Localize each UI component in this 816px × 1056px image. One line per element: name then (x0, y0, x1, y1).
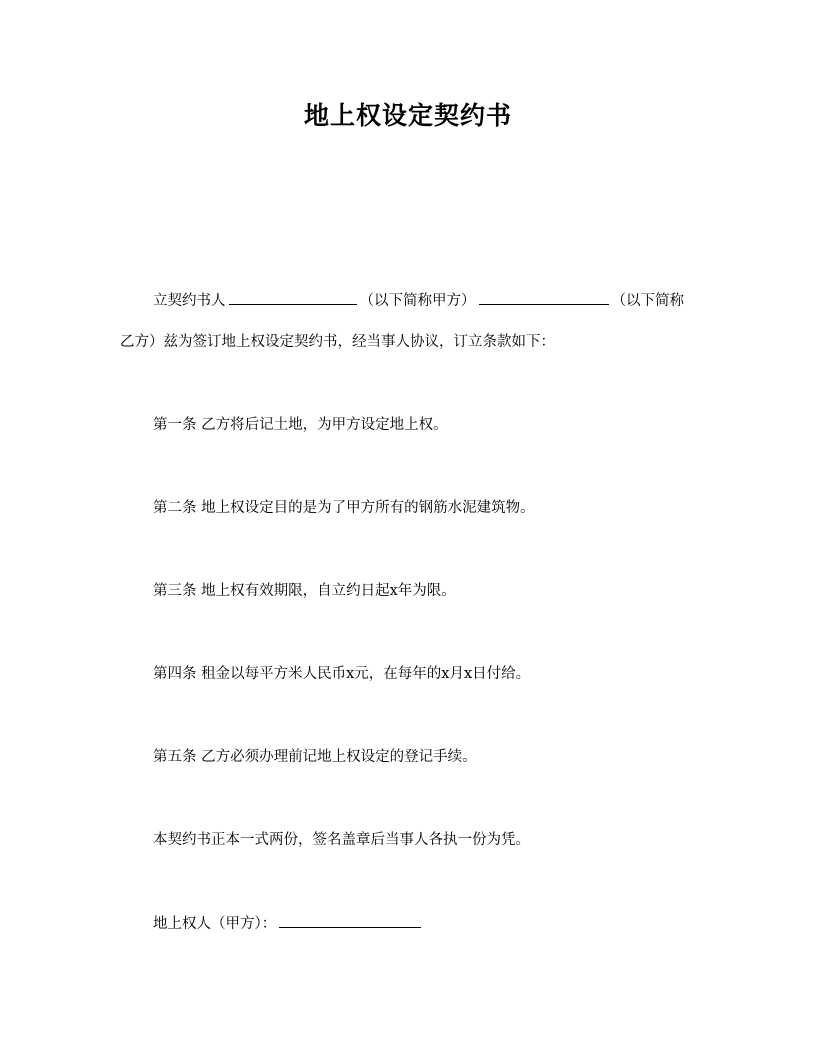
article-3: 第三条 地上权有效期限，自立约日起x年为限。 (153, 583, 456, 599)
party-a-note: （以下简称甲方） (359, 293, 476, 309)
article-4: 第四条 租金以每平方米人民币x元，在每年的x月x日付给。 (153, 666, 531, 682)
document-title: 地上权设定契约书 (303, 101, 512, 130)
article-5: 第五条 乙方必须办理前记地上权设定的登记手续。 (153, 749, 477, 765)
signature-line (153, 913, 424, 934)
closing-clause: 本契约书正本一式两份，签名盖章后当事人各执一份为凭。 (153, 832, 530, 848)
signature-blank (279, 913, 421, 928)
intro-line-1 (153, 290, 684, 311)
article-1: 第一条 乙方将后记土地，为甲方设定地上权。 (153, 417, 448, 433)
party-b-blank (479, 290, 609, 305)
article-2: 第二条 地上权设定目的是为了甲方所有的钢筋水泥建筑物。 (153, 500, 535, 516)
intro-line-2: 乙方）兹为签订地上权设定契约书，经当事人协议，订立条款如下： (120, 334, 555, 350)
signature-label: 地上权人（甲方）： (153, 916, 277, 932)
intro-party-label: 立契约书人 (153, 293, 226, 309)
party-a-blank (229, 290, 357, 305)
party-b-note: （以下简称 (611, 293, 684, 309)
